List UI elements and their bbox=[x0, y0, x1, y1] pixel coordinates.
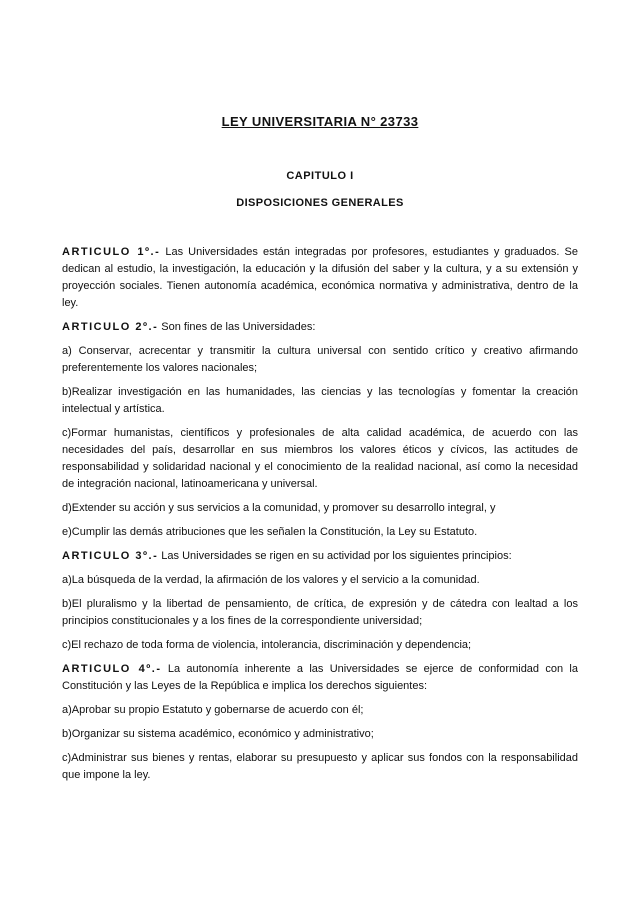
article-3-text: Las Universidades se rigen en su actividad por los siguientes principios: bbox=[158, 550, 512, 562]
article-3-label: ARTICULO 3º.- bbox=[62, 550, 159, 562]
article-4-text: La autonomía inherente a las Universidades se ejerce de conformidad con la Constitución y las Leyes de la República e implica los derechos siguientes: bbox=[62, 663, 578, 692]
article-2-item-b: b)Realizar investigación en las humanidades, las ciencias y las tecnologías y fomentar la creación intelectual y artística. bbox=[62, 386, 578, 415]
law-title: LEY UNIVERSITARIA N° 23733 bbox=[221, 114, 419, 129]
article-2 bbox=[62, 319, 578, 336]
article-2-item-a: a) Conservar, acrecentar y transmitir la cultura universal con sentido crítico y creativo afirmando preferentemente los valores nacionales; bbox=[62, 345, 578, 374]
chapter-heading: CAPITULO I bbox=[286, 170, 354, 182]
article-4-item-b: b)Organizar su sistema académico, económico y administrativo; bbox=[62, 728, 374, 740]
article-2-text: Son fines de las Universidades: bbox=[158, 321, 316, 333]
section-heading: DISPOSICIONES GENERALES bbox=[236, 197, 404, 209]
article-4 bbox=[62, 661, 578, 695]
article-3-item-a: a)La búsqueda de la verdad, la afirmación de los valores y el servicio a la comunidad. bbox=[62, 574, 480, 586]
article-3-item-b: b)El pluralismo y la libertad de pensamiento, de crítica, de expresión y de cátedra con lealtad a los principios constitucionales y a los fines de la correspondiente universidad; bbox=[62, 598, 578, 627]
article-3-item-c: c)El rechazo de toda forma de violencia, intolerancia, discriminación y dependencia; bbox=[62, 639, 472, 651]
article-1-label: ARTICULO 1º.- bbox=[62, 246, 161, 258]
article-2-label: ARTICULO 2º.- bbox=[62, 321, 159, 333]
article-2-item-d: d)Extender su acción y sus servicios a la comunidad, y promover su desarrollo integral, y bbox=[62, 502, 496, 514]
article-1 bbox=[62, 244, 578, 312]
document-body bbox=[62, 244, 578, 791]
article-4-item-a: a)Aprobar su propio Estatuto y gobernarse de acuerdo con él; bbox=[62, 704, 364, 716]
article-3 bbox=[62, 548, 578, 565]
article-4-label: ARTICULO 4º.- bbox=[62, 663, 162, 675]
article-4-item-c: c)Administrar sus bienes y rentas, elaborar su presupuesto y aplicar sus fondos con la responsabilidad que impone la ley. bbox=[62, 752, 578, 781]
article-2-item-e: e)Cumplir las demás atribuciones que les señalen la Constitución, la Ley su Estatuto. bbox=[62, 526, 478, 538]
article-1-text: Las Universidades están integradas por profesores, estudiantes y graduados. Se dedican al estudio, la investigación, la educación y la difusión del saber y la cultura, y a su extensión y proyección sociales. Tienen autonomía académica, económica normativa y administrativa, dentro de la ley. bbox=[62, 246, 578, 309]
article-2-item-c: c)Formar humanistas, científicos y profesionales de alta calidad académica, de acuerdo con las necesidades del país, desarrollar en sus miembros los valores éticos y cívicos, las actitudes de responsabilidad y solidaridad nacional y el conocimiento de la realidad nacional, así como la necesidad de integración nacional, latinoamericana y universal. bbox=[62, 427, 578, 490]
